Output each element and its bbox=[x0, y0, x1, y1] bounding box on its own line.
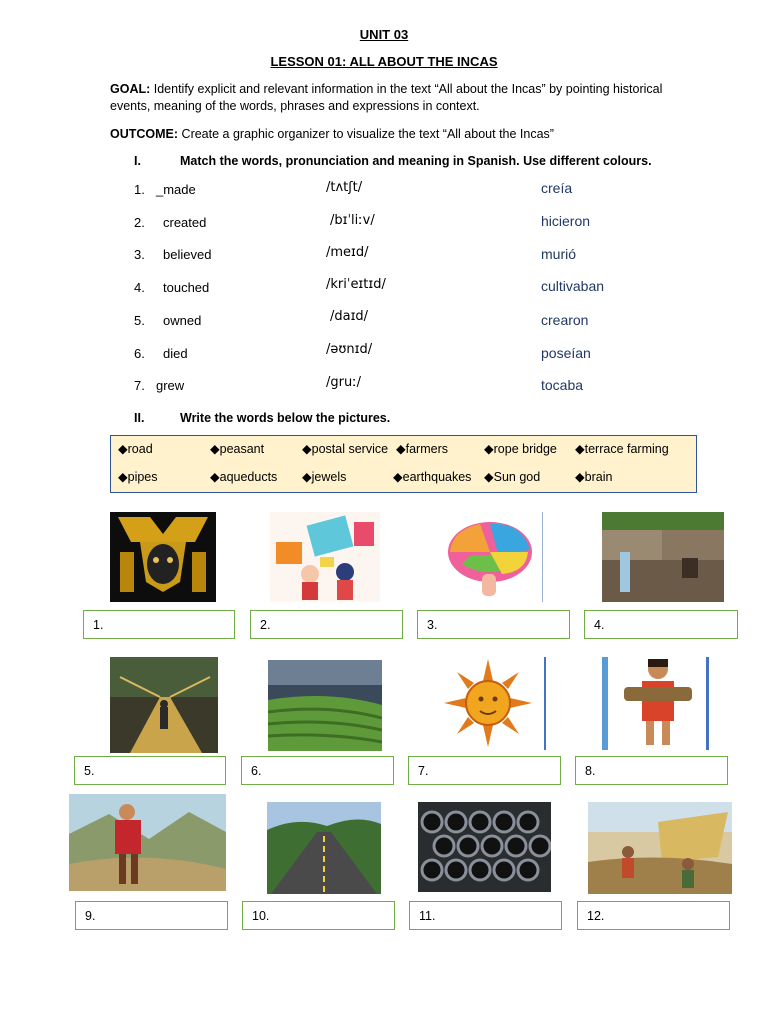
row-number: 2. bbox=[134, 215, 145, 230]
word-bank-item: ◆aqueducts bbox=[210, 470, 278, 484]
answer-box[interactable]: 11. bbox=[409, 901, 562, 930]
row-spanish: murió bbox=[541, 246, 577, 262]
row-number: 3. bbox=[134, 247, 145, 262]
row-spanish: poseían bbox=[541, 345, 591, 361]
picture-peasant bbox=[602, 657, 710, 750]
goal-text: Identify explicit and relevant information in the text “All about the Incas” by pointing historical events, meaning of the words, phrases and expressions in context. bbox=[110, 82, 663, 113]
row-pronunciation: /meɪd/ bbox=[326, 245, 369, 260]
word-bank-item: ◆peasant bbox=[210, 442, 265, 456]
picture-earthquakes bbox=[588, 802, 732, 894]
word-bank-item: ◆pipes bbox=[118, 470, 158, 484]
row-pronunciation: /əʊnɪd/ bbox=[326, 342, 373, 357]
row-number: 1. bbox=[134, 182, 145, 197]
lesson-title: LESSON 01: ALL ABOUT THE INCAS bbox=[270, 54, 498, 69]
row-pronunciation: /bɪˈliːv/ bbox=[330, 213, 375, 228]
row-pronunciation: /gruː/ bbox=[326, 375, 361, 390]
row-number: 7. bbox=[134, 378, 145, 393]
row-spanish: hicieron bbox=[541, 213, 591, 229]
row-word: touched bbox=[163, 280, 210, 295]
row-word: died bbox=[163, 346, 188, 361]
row-word: _made bbox=[156, 182, 196, 197]
row-word: created bbox=[163, 215, 207, 230]
picture-road bbox=[267, 802, 381, 894]
answer-box[interactable]: 3. bbox=[417, 610, 570, 639]
picture-aqueducts bbox=[602, 512, 724, 602]
answer-box[interactable]: 7. bbox=[408, 756, 561, 785]
row-word: owned bbox=[163, 313, 202, 328]
answer-box[interactable]: 6. bbox=[241, 756, 394, 785]
outcome-paragraph bbox=[110, 126, 670, 143]
row-word: believed bbox=[163, 247, 212, 262]
unit-title: UNIT 03 bbox=[359, 27, 409, 42]
picture-brain bbox=[440, 512, 543, 602]
picture-pipes bbox=[418, 802, 551, 892]
word-bank-item: ◆farmers bbox=[396, 442, 448, 456]
row-number: 5. bbox=[134, 313, 145, 328]
section2-instruction: Write the words below the pictures. bbox=[180, 411, 391, 425]
row-pronunciation: /kriˈeɪtɪd/ bbox=[326, 277, 386, 292]
word-bank-item: ◆Sun god bbox=[484, 470, 541, 484]
row-spanish: creía bbox=[541, 180, 573, 196]
picture-sun-god bbox=[434, 657, 546, 750]
row-pronunciation: /daɪd/ bbox=[330, 309, 369, 324]
section2-numeral: II. bbox=[134, 411, 145, 425]
row-word: grew bbox=[156, 378, 185, 393]
outcome-label: OUTCOME: bbox=[110, 127, 179, 141]
outcome-text: Create a graphic organizer to visualize the text “All about the Incas” bbox=[178, 127, 554, 141]
word-bank-item: ◆terrace farming bbox=[575, 442, 669, 456]
row-spanish: crearon bbox=[541, 312, 589, 328]
answer-box[interactable]: 9. bbox=[75, 901, 228, 930]
section1-numeral: I. bbox=[134, 154, 141, 168]
goal-paragraph bbox=[110, 81, 670, 115]
word-bank-item: ◆rope bridge bbox=[484, 442, 557, 456]
row-spanish: cultivaban bbox=[541, 278, 605, 294]
row-number: 4. bbox=[134, 280, 145, 295]
answer-box[interactable]: 8. bbox=[575, 756, 728, 785]
answer-box[interactable]: 5. bbox=[74, 756, 226, 785]
answer-box[interactable]: 1. bbox=[83, 610, 235, 639]
picture-farmers bbox=[69, 794, 226, 891]
picture-rope-bridge bbox=[110, 657, 218, 753]
word-bank-item: ◆postal service bbox=[302, 442, 389, 456]
section1-instruction: Match the words, pronunciation and meaning in Spanish. Use different colours. bbox=[180, 154, 652, 168]
word-bank-item: ◆earthquakes bbox=[393, 470, 472, 484]
row-spanish: tocaba bbox=[541, 377, 584, 393]
goal-label: GOAL: bbox=[110, 82, 151, 96]
answer-box[interactable]: 2. bbox=[250, 610, 403, 639]
word-bank-item: ◆jewels bbox=[302, 470, 347, 484]
picture-gold-mask bbox=[110, 512, 216, 602]
row-number: 6. bbox=[134, 346, 145, 361]
row-pronunciation: /tʌtʃt/ bbox=[326, 180, 363, 195]
picture-postal-service bbox=[270, 512, 380, 602]
picture-terrace-farming bbox=[268, 660, 382, 751]
answer-box[interactable]: 10. bbox=[242, 901, 395, 930]
word-bank-item: ◆road bbox=[118, 442, 153, 456]
answer-box[interactable]: 12. bbox=[577, 901, 730, 930]
answer-box[interactable]: 4. bbox=[584, 610, 738, 639]
word-bank-item: ◆brain bbox=[575, 470, 613, 484]
